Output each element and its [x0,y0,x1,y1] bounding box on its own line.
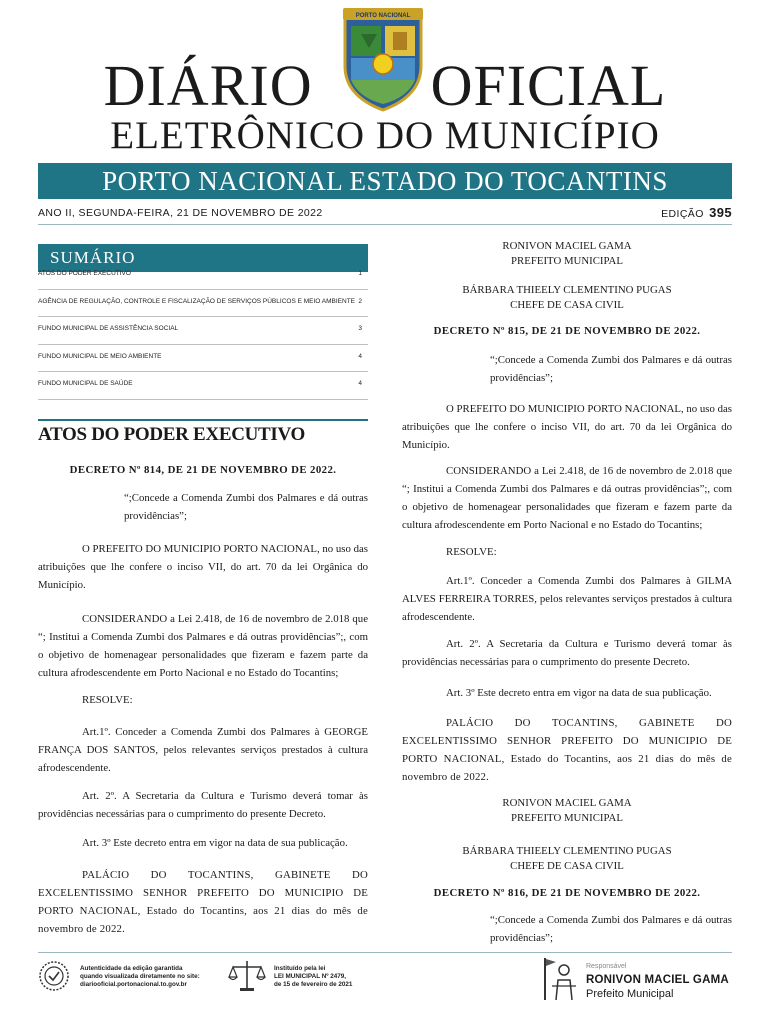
municipality-banner: PORTO NACIONAL ESTADO DO TOCANTINS [38,163,732,199]
decree-816-title: DECRETO Nº 816, DE 21 DE NOVEMBRO DE 2022. [433,887,701,899]
signature-mayor-role: PREFEITO MUNICIPAL [511,255,623,267]
decree-814-preamble: O PREFEITO DO MUNICIPIO PORTO NACIONAL, no uso das atribuições que lhe confere o inciso VII, do art. 70 da lei Orgânica do Município. [38,543,368,591]
decree-814-title: DECRETO Nº 814, DE 21 DE NOVEMBRO DE 2022. [69,464,337,476]
responsible-emblem-icon [536,956,580,1002]
authenticity-url[interactable]: diariooficial.portonacional.to.gov.br [80,981,187,988]
issue-date-line: ANO II, SEGUNDA-FEIRA, 21 DE NOVEMBRO DE 2022 [38,207,323,219]
signature-chief-role: CHEFE DE CASA CIVIL [510,299,624,311]
summary-item[interactable] [38,317,368,345]
authenticity-line-1: Autenticidade da edição garantida [80,965,183,972]
decree-815-art2: Art. 2º. A Secretaria da Cultura e Turismo deverá tomar às providências necessárias para o cumprimento do presente Decreto. [402,638,732,668]
summary-heading: SUMÁRIO [38,244,368,272]
signature-mayor-name: RONIVON MACIEL GAMA [502,240,632,252]
responsible-role: Prefeito Municipal [586,988,674,1000]
decree-815-resolve: RESOLVE: [446,546,497,558]
section-title: ATOS DO PODER EXECUTIVO [38,424,306,445]
signature-chief-name: BÁRBARA THIEELY CLEMENTINO PUGAS [462,284,672,296]
decree-814-art2: Art. 2º. A Secretaria da Cultura e Turismo deverá tomar às providências necessárias para o cumprimento do presente Decreto. [38,790,368,820]
decree-814-resolve: RESOLVE: [82,694,133,706]
responsible-label: Responsável [586,963,627,970]
summary-item[interactable] [38,345,368,373]
decree-815-considering: CONSIDERANDO a Lei 2.418, de 16 de novembro de 2.018 que “; Institui a Comenda Zumbi dos Palmares e dá outras providências”;, com o objetivo de homenagear personalidades que fizeram e fazem parte da cultura afrodescendente em Porto Nacional e no Estado do Tocantins; [402,465,732,531]
footer-divider [38,952,732,953]
summary-item[interactable] [38,372,368,400]
summary-item-page: 2 [358,297,362,305]
header-divider [38,224,732,225]
law-line-2: LEI MUNICIPAL Nº 2479, [274,973,347,980]
section-divider [38,419,368,421]
summary-item[interactable] [38,290,368,318]
decree-815-art3: Art. 3º Este decreto entra em vigor na data de sua publicação. [446,687,712,699]
law-line-1: Instituído pela lei [274,965,326,972]
edition-number: 395 [709,205,732,220]
decree-814-considering: CONSIDERANDO a Lei 2.418, de 16 de novembro de 2.018 que “; Institui a Comenda Zumbi dos Palmares e dá outras providências”;, com o objetivo de homenagear personalidades que fizeram e fazem parte da cultura afrodescendente em Porto Nacional e no Estado do Tocantins; [38,613,368,679]
masthead-title-left: DIÁRIO [103,53,313,118]
summary-list [38,262,368,400]
summary-item-page: 4 [358,380,362,388]
decree-815-preamble: O PREFEITO DO MUNICIPIO PORTO NACIONAL, no uso das atribuições que lhe confere o inciso VII, do art. 70 da lei Orgânica do Município. [402,403,732,451]
summary-item-label: FUNDO MUNICIPAL DE ASSISTÊNCIA SOCIAL [38,325,179,333]
edition-label-text: EDIÇÃO [661,208,704,220]
decree-815-palace: PALÁCIO DO TOCANTINS, GABINETE DO EXCELENTISSIMO SENHOR PREFEITO DO MUNICIPIO DE PORTO NACIONAL, Estado do Tocantins, aos 21 dias do mês de novembro de 2022. [402,717,732,783]
masthead-subtitle: ELETRÔNICO DO MUNICÍPIO [110,114,660,157]
summary-item-page: 4 [358,352,362,360]
summary-item-page: 1 [358,270,362,277]
decree-814-summary: “;Concede a Comenda Zumbi dos Palmares e dá outras providências”; [124,492,368,522]
law-note [274,965,352,989]
decree-815-art1: Art.1º. Conceder a Comenda Zumbi dos Palmares à GILMA ALVES FERREIRA TORRES, pelos relevantes serviços prestados à cultura afrodescendente. [402,575,732,623]
decree-814-art3: Art. 3º Este decreto entra em vigor na data de sua publicação. [82,837,348,849]
authenticity-note [80,965,200,989]
law-line-3: de 15 de fevereiro de 2021 [274,981,353,988]
scales-of-justice-icon [228,958,266,994]
edition-label [661,205,732,220]
crest-banner-text: PORTO NACIONAL [355,13,411,19]
summary-item-label: FUNDO MUNICIPAL DE MEIO AMBIENTE [38,352,162,360]
decree-815-title: DECRETO Nº 815, DE 21 DE NOVEMBRO DE 2022. [433,325,701,337]
authenticity-seal-icon [38,960,70,992]
signature-chief-name-2: BÁRBARA THIEELY CLEMENTINO PUGAS [462,845,672,857]
decree-814-palace: PALÁCIO DO TOCANTINS, GABINETE DO EXCELENTISSIMO SENHOR PREFEITO DO MUNICIPIO DE PORTO NACIONAL, Estado do Tocantins, aos 21 dias do mês de novembro de 2022. [38,869,368,935]
signature-mayor-name-2: RONIVON MACIEL GAMA [502,797,632,809]
summary-item-label: AGÊNCIA DE REGULAÇÃO, CONTROLE E FISCALIZAÇÃO DE SERVIÇOS PÚBLICOS E MEIO AMBIENTE [38,297,356,305]
authenticity-line-2: quando visualizada diretamente no site: [80,973,200,980]
masthead-title [0,53,770,118]
summary-item[interactable] [38,262,368,290]
masthead-title-right: OFICIAL [430,53,667,118]
responsible-name: RONIVON MACIEL GAMA [586,974,729,986]
summary-item-label: FUNDO MUNICIPAL DE SAÚDE [38,380,133,388]
decree-815-summary: “;Concede a Comenda Zumbi dos Palmares e dá outras providências”; [490,354,732,384]
signature-mayor-role-2: PREFEITO MUNICIPAL [511,812,623,824]
signature-chief-role-2: CHEFE DE CASA CIVIL [510,860,624,872]
summary-item-label: ATOS DO PODER EXECUTIVO [38,270,131,277]
decree-814-art1: Art.1º. Conceder a Comenda Zumbi dos Palmares à GEORGE FRANÇA DOS SANTOS, pelos relevantes serviços prestados à cultura afrodescendente. [38,726,368,774]
summary-item-page: 3 [358,325,362,333]
decree-816-summary: “;Concede a Comenda Zumbi dos Palmares e dá outras providências”; [490,914,732,944]
